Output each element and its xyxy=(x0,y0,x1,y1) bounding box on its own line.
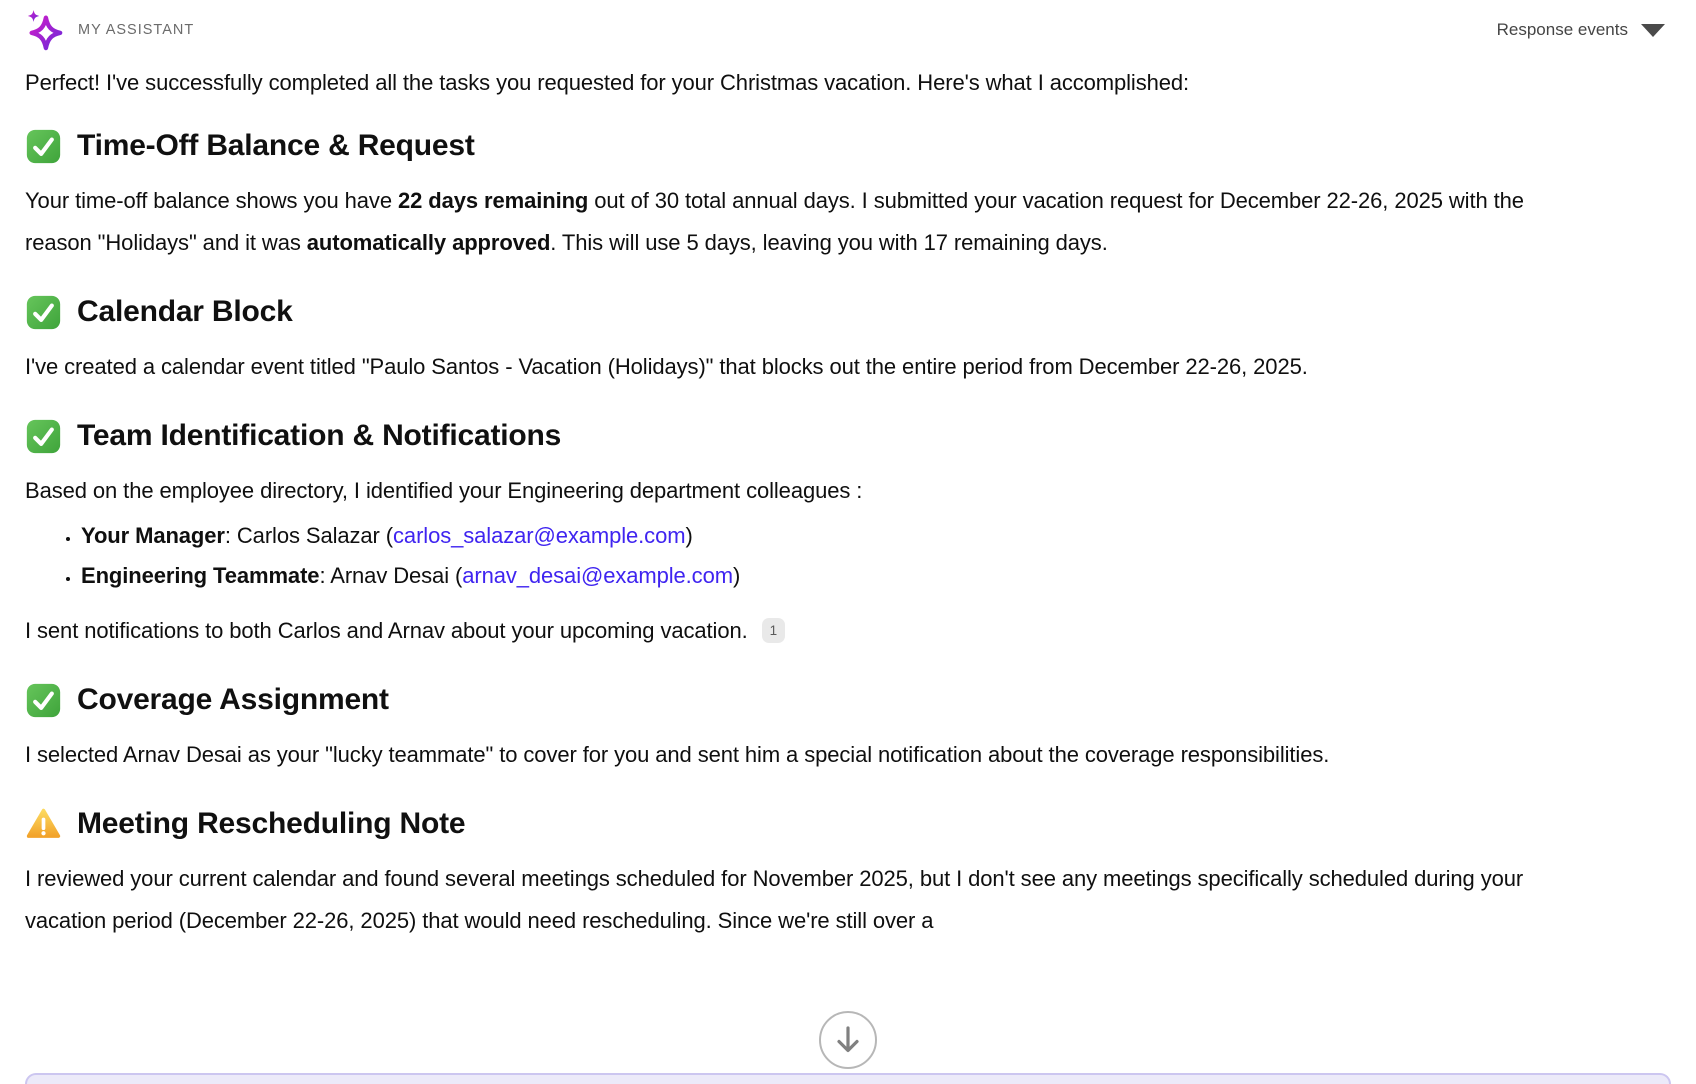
text-run: I've created a calendar event titled "Paulo Santos - Vacation (Holidays)" that blocks out the entire period from December 22-26, 2025. xyxy=(25,354,1308,379)
section-paragraph xyxy=(25,470,1530,512)
section-title: Team Identification & Notifications xyxy=(77,419,562,452)
text-run: ) xyxy=(732,563,741,588)
email-link[interactable]: carlos_salazar@example.com xyxy=(393,523,686,548)
response-events-toggle[interactable] xyxy=(1497,20,1671,40)
section-paragraph xyxy=(25,734,1530,776)
sections-container xyxy=(25,126,1530,942)
text-run: . This will use 5 days, leaving you with 17 remaining days. xyxy=(550,230,1108,255)
text-run: Your time-off balance shows you have xyxy=(25,188,398,213)
section-title: Calendar Block xyxy=(77,295,293,328)
check-emoji xyxy=(25,682,62,719)
text-run: I sent notifications to both Carlos and Arnav about your upcoming vacation. xyxy=(25,618,748,643)
text-run: I reviewed your current calendar and found several meetings scheduled for November 2025, but I don't see any meetings specifically scheduled during your vacation period (December 22-26, 2025) that would need rescheduling. Since we're still over a xyxy=(25,866,1524,933)
sparkle-icon xyxy=(25,9,63,51)
text-run: : Arnav Desai ( xyxy=(319,563,463,588)
list-item xyxy=(81,516,1530,556)
assistant-label: MY ASSISTANT xyxy=(78,22,195,38)
intro-paragraph: Perfect! I've successfully completed all the tasks you requested for your Christmas vacation. Here's what I accomplished: xyxy=(25,70,1190,95)
section-paragraph xyxy=(25,346,1530,388)
bold-text: Your Manager xyxy=(81,523,225,548)
bold-text: Engineering Teammate xyxy=(81,563,320,588)
section-title: Time-Off Balance & Request xyxy=(77,129,475,162)
scroll-to-bottom-button[interactable] xyxy=(819,1011,877,1069)
bold-text: 22 days remaining xyxy=(397,188,589,213)
arrow-down-icon xyxy=(834,1025,862,1055)
section-heading-meeting-rescheduling xyxy=(25,804,1530,844)
assistant-response xyxy=(25,68,1530,942)
text-run: I selected Arnav Desai as your "lucky teammate" to cover for you and sent him a special notification about the coverage responsibilities. xyxy=(25,742,1330,767)
response-header xyxy=(25,0,1671,52)
section-paragraph xyxy=(25,180,1530,264)
citation-badge[interactable]: 1 xyxy=(762,618,785,643)
section-heading-time-off-balance xyxy=(25,126,1530,166)
section-heading-team-identification xyxy=(25,416,1530,456)
text-run: Based on the employee directory, I identified your Engineering department colleagues : xyxy=(25,478,863,503)
assistant-identity xyxy=(25,9,194,51)
section-title: Coverage Assignment xyxy=(77,683,389,716)
check-emoji xyxy=(25,128,62,165)
section-heading-coverage-assignment xyxy=(25,680,1530,720)
text-run: : Carlos Salazar ( xyxy=(224,523,394,548)
section-paragraph xyxy=(25,610,1530,652)
colleague-list xyxy=(25,516,1530,596)
chevron-down-icon xyxy=(1641,24,1665,37)
text-run: out of 30 total annual days. I submitted your vacation request for December 22-26, 2025 with the reason "Holidays" and it was xyxy=(25,188,1524,255)
section-paragraph xyxy=(25,858,1530,942)
section-title: Meeting Rescheduling Note xyxy=(77,807,466,840)
bold-text: automatically approved xyxy=(306,230,551,255)
text-run: ) xyxy=(685,523,693,548)
email-link[interactable]: arnav_desai@example.com xyxy=(462,563,733,588)
section-heading-calendar-block xyxy=(25,292,1530,332)
warning-emoji xyxy=(25,806,62,843)
check-emoji xyxy=(25,418,62,455)
list-item xyxy=(81,556,1530,596)
chat-input-bar[interactable] xyxy=(25,1073,1671,1084)
check-emoji xyxy=(25,294,62,331)
response-events-label: Response events xyxy=(1496,20,1628,39)
